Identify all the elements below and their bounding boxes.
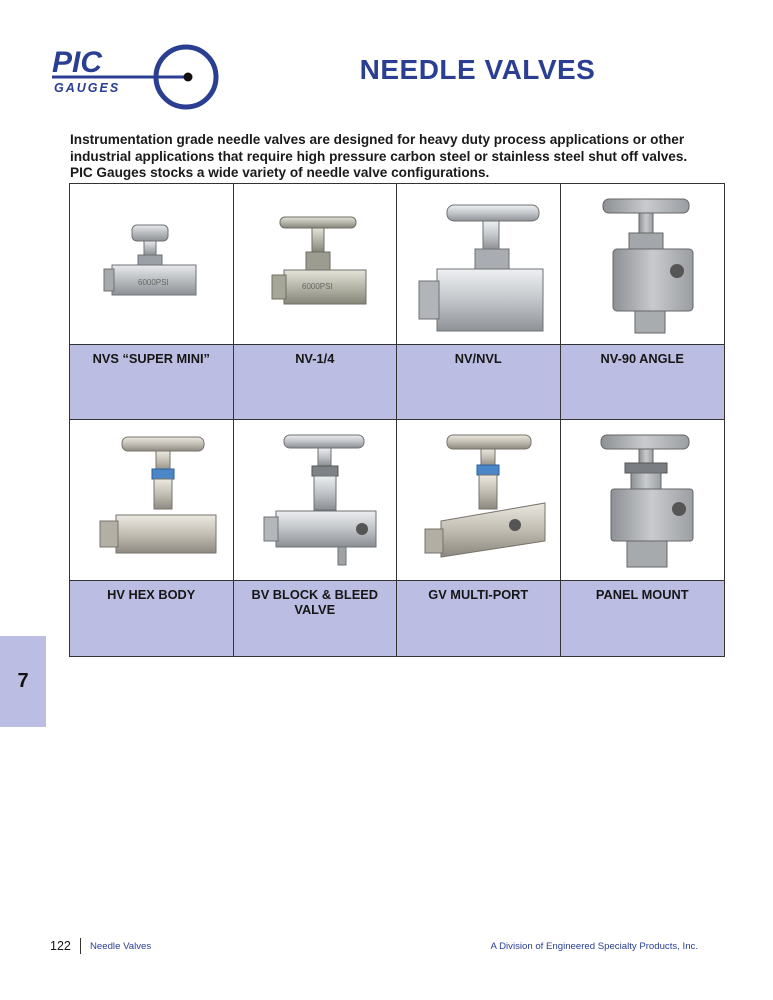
block-bleed-valve-icon xyxy=(240,425,390,575)
chapter-number: 7 xyxy=(17,670,29,692)
product-image-gv-multi-port[interactable] xyxy=(397,420,561,581)
intro-paragraph xyxy=(70,132,730,182)
panel-mount-valve-icon xyxy=(567,425,717,575)
product-image-nv-nvl[interactable] xyxy=(397,184,561,345)
page-title: NEEDLE VALVES xyxy=(359,54,596,85)
product-label: PANEL MOUNT xyxy=(561,581,725,656)
product-image-nv-90-angle[interactable] xyxy=(561,184,725,345)
product-image-nvs-super-mini[interactable] xyxy=(70,184,234,345)
logo-text-pic: PIC xyxy=(52,46,103,79)
product-label: NV/NVL xyxy=(397,345,561,420)
intro-line: PIC Gauges stocks a wide variety of needle valve configurations. xyxy=(70,165,490,181)
logo-text-gauges: GAUGES xyxy=(54,81,121,95)
product-label: NV-1/4 xyxy=(234,345,398,420)
intro-line: Instrumentation grade needle valves are designed for heavy duty process applications or other xyxy=(70,132,685,147)
product-label-line: BV BLOCK & BLEED xyxy=(251,587,379,602)
footer-company: A Division of Engineered Specialty Products, Inc. xyxy=(490,941,698,952)
product-label: NV-90 ANGLE xyxy=(561,345,725,420)
large-needle-valve-icon xyxy=(403,189,553,339)
product-grid xyxy=(69,183,725,657)
product-image-nv-1-4[interactable] xyxy=(234,184,398,345)
page-number: 122 xyxy=(50,939,71,953)
chapter-tab[interactable] xyxy=(0,636,46,727)
product-label: NVS “SUPER MINI” xyxy=(70,345,234,420)
stamp-text: 6000PSI xyxy=(301,282,333,291)
product-label-line: VALVE xyxy=(294,601,336,617)
footer-section-name: Needle Valves xyxy=(90,941,152,952)
product-label: GV MULTI-PORT xyxy=(397,581,561,656)
product-label xyxy=(234,581,398,656)
product-label: HV HEX BODY xyxy=(70,581,234,656)
pic-gauges-logo xyxy=(48,44,220,110)
footer-divider xyxy=(80,938,81,954)
product-image-bv-block-bleed[interactable] xyxy=(234,420,398,581)
mini-needle-valve-icon xyxy=(76,189,226,339)
product-image-hv-hex-body[interactable] xyxy=(70,420,234,581)
multi-port-valve-icon xyxy=(403,425,553,575)
needle-valve-icon xyxy=(240,189,390,339)
product-image-panel-mount[interactable] xyxy=(561,420,725,581)
stamp-text: 6000PSI xyxy=(138,278,169,287)
angle-needle-valve-icon xyxy=(567,189,717,339)
hex-body-valve-icon xyxy=(76,425,226,575)
intro-line: industrial applications that require high pressure carbon steel or stainless steel shut off valves. xyxy=(70,148,688,164)
